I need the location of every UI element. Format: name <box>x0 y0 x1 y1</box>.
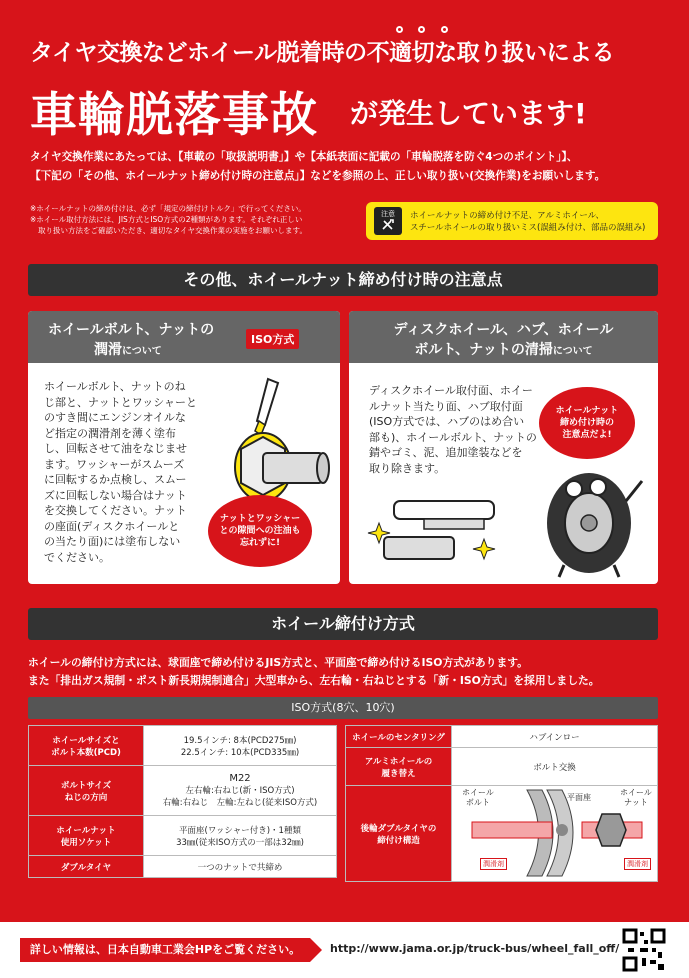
warning-badge <box>374 207 402 235</box>
table-value <box>452 748 658 786</box>
panel-cleaning-title2-small: について <box>552 346 593 357</box>
table-value <box>144 816 337 856</box>
iso-tag: ISO方式 <box>246 329 299 349</box>
diagram-label-line: ホイール <box>620 788 652 797</box>
table-row <box>346 786 658 882</box>
intro-text <box>30 148 670 186</box>
table-label <box>29 816 144 856</box>
table-value-line: 平面座(ワッシャー付き)・1種類 <box>179 825 301 836</box>
table-value-line: ボルト交換 <box>533 762 576 773</box>
body-line: でください。 <box>44 550 110 564</box>
body-line: の座面(ディスクホイールと <box>44 519 180 533</box>
table-label-line: ダブルタイヤ <box>60 862 112 873</box>
table-label <box>29 856 144 878</box>
footer-arrow-icon <box>310 938 322 962</box>
nut-washer-illustration <box>223 375 333 505</box>
panel-lubrication-title2 <box>94 339 162 359</box>
lube-reminder-bubble <box>208 495 312 567</box>
body-line: の当たり面)には塗布しない <box>44 535 181 548</box>
body-line: 部も)、ホイールボルト、ナットの <box>369 430 537 444</box>
table-row <box>29 816 337 856</box>
panel-lubrication-header <box>28 311 340 363</box>
table-value <box>144 856 337 878</box>
body-line: (ISO方式では、ハブのはめ合い <box>369 415 525 428</box>
table-label <box>346 726 452 748</box>
intro-line1: タイヤ交換作業にあたっては、【車載の「取扱説明書」】や【本紙表面に記載の「車輪脱落を防ぐ4つのポイント」】、 <box>30 151 578 163</box>
panel-cleaning-title1: ディスクホイール、ハブ、ホイール <box>393 322 614 338</box>
footer-label: 詳しい情報は、日本自動車工業会HPをご覧ください。 <box>20 938 310 962</box>
table-value-line: 33㎜(従来ISO方式の一部は32㎜) <box>176 837 304 848</box>
table-label-line: 締付け構造 <box>377 835 420 846</box>
table-value-line: ハブインロー <box>529 732 580 743</box>
table-value <box>144 766 337 816</box>
table-label-line: ボルトサイズ <box>60 780 112 791</box>
table-label-line: 後輪ダブルタイヤの <box>360 823 437 834</box>
body-line: 取り除きます。 <box>369 461 446 475</box>
bubble-line: ホイールナット <box>555 406 619 416</box>
note-1: ※ホイールナットの締め付けは、必ず「規定の締付けトルク」で行ってください。 <box>30 204 306 213</box>
table-row <box>346 748 658 786</box>
table-value-line: M22 <box>229 773 251 784</box>
table-value <box>452 726 658 748</box>
table-row <box>29 856 337 878</box>
panel-lubrication-title2-main: 潤滑 <box>94 342 122 358</box>
table-value-line: 右輪:右ねじ 左輪:左ねじ(従来ISO方式) <box>162 798 318 808</box>
method-line2: また「排出ガス規制・ポスト新長期規制適合」大型車から、左右輪・右ねじとする「新・ISO方式」を採用しました。 <box>28 674 600 687</box>
table-label-line: アルミホイールの <box>364 756 433 767</box>
qr-code-icon[interactable] <box>622 928 666 972</box>
note-2: ※ホイール取付方法には、JIS方式とISO方式の2種類があります。それぞれ正しい <box>30 215 303 224</box>
headline-line1: タイヤ交換などホイール脱着時の不適切な取り扱いによる <box>30 40 615 66</box>
intro-line2: 【下記の「その他、ホイールナット締め付け時の注意点」】などを参照の上、正しい取り扱い(交換作業)をお願いします。 <box>30 170 606 182</box>
method-text <box>28 654 668 690</box>
table-value-line: 22.5インチ: 10本(PCD335㎜) <box>180 747 300 758</box>
warning-line1: ホイールナットの締め付け不足、アルミホイール、 <box>410 211 604 221</box>
body-line: じ部と、ナットとワッシャーと <box>44 395 198 409</box>
panel-lubrication-title1: ホイールボルト、ナットの <box>48 322 215 338</box>
diagram-label-line: ボルト <box>465 798 490 807</box>
section-title-notes: その他、ホイールナット締め付け時の注意点 <box>28 264 658 296</box>
panel-lubrication-title2-small: について <box>122 346 162 357</box>
table-label <box>29 766 144 816</box>
table-row <box>29 766 337 816</box>
bubble-line: 注意点だよ! <box>562 430 612 440</box>
table-label-line: ボルト本数(PCD) <box>51 747 121 758</box>
lube-reminder-text <box>219 513 300 549</box>
table-value-line: 19.5インチ: 8本(PCD275㎜) <box>183 735 297 746</box>
diagram-lube-label-1: 潤滑剤 <box>480 858 507 870</box>
table-label <box>346 748 452 786</box>
table-value <box>452 786 658 882</box>
diagram-label-line: ホイール <box>462 788 494 797</box>
iso-table-left <box>28 725 337 878</box>
diagram-lube-label-2: 潤滑剤 <box>624 858 651 870</box>
body-line: ど指定の潤滑剤を薄く塗布 <box>44 426 176 440</box>
headline-suffix: が発生しています! <box>350 97 587 130</box>
body-line: ます。ワッシャーがスムーズ <box>44 457 185 471</box>
table-row <box>29 726 337 766</box>
panel-cleaning <box>349 311 658 584</box>
mascot-bubble <box>539 387 635 459</box>
body-line: し、回転させて油をなじませ <box>44 442 187 455</box>
panel-lubrication <box>28 311 340 584</box>
diagram-nut-label <box>620 788 652 808</box>
panel-cleaning-title2-main: ボルト、ナットの清掃 <box>414 342 553 358</box>
table-value <box>144 726 337 766</box>
note-3: 取り扱い方法をご確認いただき、適切なタイヤ交換作業の実施をお願いします。 <box>38 226 307 235</box>
body-line: 錆やゴミ、泥、追加塗装などを <box>369 446 523 459</box>
wrench-icon <box>381 219 395 231</box>
warning-line2: スチールホイールの取り扱いミス(誤組み付け、部品の誤組み) <box>410 223 646 233</box>
table-value-line: 一つのナットで共締め <box>197 862 283 873</box>
body-line: ズに回転しない場合はナット <box>44 488 187 502</box>
table-label-line: 履き替え <box>381 768 416 779</box>
brush-mascot-illustration <box>364 461 654 581</box>
footer-url-link[interactable]: http://www.jama.or.jp/truck-bus/wheel_fall_off/ <box>330 942 620 955</box>
notes <box>30 203 350 236</box>
iso-method-bar: ISO方式(8穴、10穴) <box>28 697 658 719</box>
mascot-bubble-text <box>556 405 619 441</box>
body-line: を交換してください。ナット <box>44 504 187 517</box>
body-line: のすき間にエンジンオイルな <box>44 411 186 424</box>
warning-box <box>366 202 658 240</box>
table-label-line: ホイールのセンタリング <box>352 732 445 743</box>
panel-lubrication-body <box>44 379 219 565</box>
diagram-seat-label: 平面座 <box>567 793 591 802</box>
table-value-line: 左右輪:右ねじ(新・ISO方式) <box>185 786 295 796</box>
table-label <box>29 726 144 766</box>
iso-table-right <box>345 725 658 882</box>
method-line1: ホイールの締付け方式には、球面座で締め付けるJIS方式と、平面座で締め付けるISO方式があります。 <box>28 656 528 669</box>
body-line: に回転するか点検し、スムー <box>44 473 187 486</box>
table-label <box>346 786 452 882</box>
emphasis-dots <box>393 34 453 42</box>
headline-main: 車輪脱落事故 <box>30 88 318 143</box>
body-line: ホイールボルト、ナットのね <box>44 380 186 393</box>
footer <box>0 922 689 978</box>
table-label-line: 使用ソケット <box>60 837 112 848</box>
bubble-line: ナットとワッシャー <box>219 514 301 524</box>
table-label-line: ホイールサイズと <box>52 735 120 746</box>
section-title-method: ホイール締付け方式 <box>28 608 658 640</box>
table-label-line: ねじの方向 <box>64 792 108 803</box>
warning-text <box>410 210 645 234</box>
table-row <box>346 726 658 748</box>
bubble-line: 忘れずに! <box>239 538 281 548</box>
diagram-label-line: ナット <box>624 798 648 807</box>
panel-cleaning-header <box>349 311 658 363</box>
body-line: ルナット当たり面、ハブ取付面 <box>369 399 523 413</box>
panel-cleaning-title2 <box>349 339 658 359</box>
bubble-line: 締め付け時の <box>559 418 614 428</box>
bubble-line: との隙間への注油も <box>219 526 301 536</box>
warning-badge-label: 注意 <box>381 210 395 218</box>
diagram-bolt-label <box>462 788 494 808</box>
table-label-line: ホイールナット <box>56 825 116 836</box>
body-line: ディスクホイール取付面、ホイー <box>369 384 533 397</box>
